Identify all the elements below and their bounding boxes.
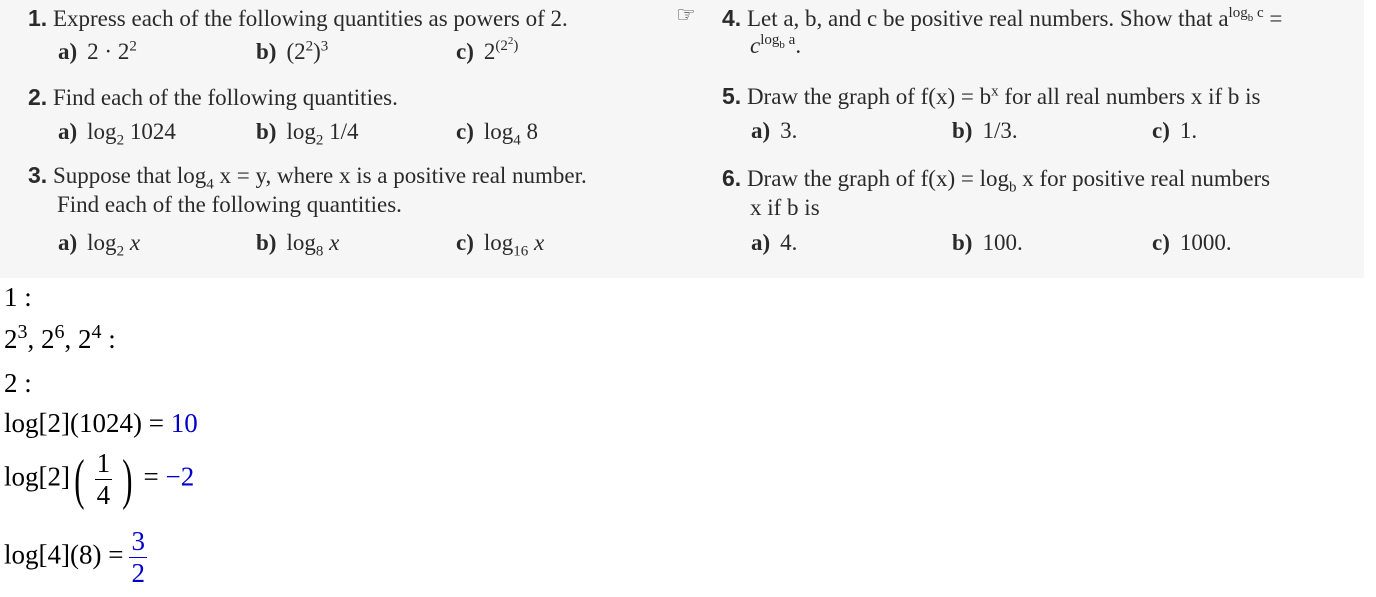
worksheet-log4-8: log[4](8) = $\frac{3}{2}$ <box>4 526 145 588</box>
worksheet-line-2: 2 : <box>4 368 32 398</box>
exercise-prompt-line2: Find each of the following quantities. <box>57 192 402 217</box>
exercise-number: 2. <box>28 84 48 110</box>
exercise-prompt: Draw the graph of $f(x) = b^x$ for all real numbers x if b is <box>746 83 1261 109</box>
part-b: b) $(2^2)^3$ <box>256 38 329 64</box>
textbook-scan <box>0 0 1364 278</box>
exercise-prompt: Suppose that $\log_4 x = y$, where x is a positive real number. <box>52 163 587 193</box>
worksheet-powers-line: $2^3$, $2^6$, $2^4$ : <box>4 321 116 354</box>
part-b: b) $\log_2 1/4$ <box>256 119 359 149</box>
part-b: b) 100. <box>952 230 1023 255</box>
exercise-number: 1. <box>28 5 48 31</box>
exercise-prompt-line2: x if b is <box>750 195 820 220</box>
part-c: c) $\log_{16} x$ <box>456 230 545 260</box>
part-c: c) 2$^{(2^2)}$ <box>456 35 519 64</box>
part-c: c) $\log_4 8$ <box>456 119 539 149</box>
exercise-number: 6. <box>722 165 742 191</box>
part-a: a) 3. <box>751 118 798 143</box>
exercise-prompt: Let a, b, and c be positive real numbers. Show that $a^{log_b c}$ = <box>746 5 1283 31</box>
exercise-prompt: Find each of the following quantities. <box>52 85 398 110</box>
part-a: a) $2 \cdot 2^2$ <box>58 38 137 64</box>
exercise-prompt: Express each of the following quantities as powers of 2. <box>52 6 568 31</box>
worksheet-log2-1024: log[2](1024) = 10 <box>4 408 198 438</box>
exercise-prompt: Draw the graph of $f(x) = \log_b x$ for positive real numbers <box>746 166 1271 196</box>
part-b: b) 1/3. <box>952 118 1018 143</box>
part-a: a) $\log_2 x$ <box>58 230 141 260</box>
exercise-number: 3. <box>28 162 48 188</box>
part-a: a) $\log_2 1024$ <box>58 119 176 149</box>
part-c: c) 1. <box>1152 118 1198 143</box>
exercise-number: 5. <box>722 83 742 109</box>
worksheet-log2-quarter: log[2]( $\frac{1}{4}$ ) = −2 <box>4 448 195 511</box>
exercise-prompt-line2: $c^{log_b a}$. <box>750 32 802 58</box>
pointing-hand-icon: ☞ <box>676 2 696 27</box>
worksheet-line-1: 1 : <box>4 282 32 312</box>
part-b: b) $\log_8 x$ <box>256 230 340 260</box>
part-c: c) 1000. <box>1152 230 1232 255</box>
part-a: a) 4. <box>751 230 798 255</box>
exercise-number: 4. <box>722 5 742 31</box>
